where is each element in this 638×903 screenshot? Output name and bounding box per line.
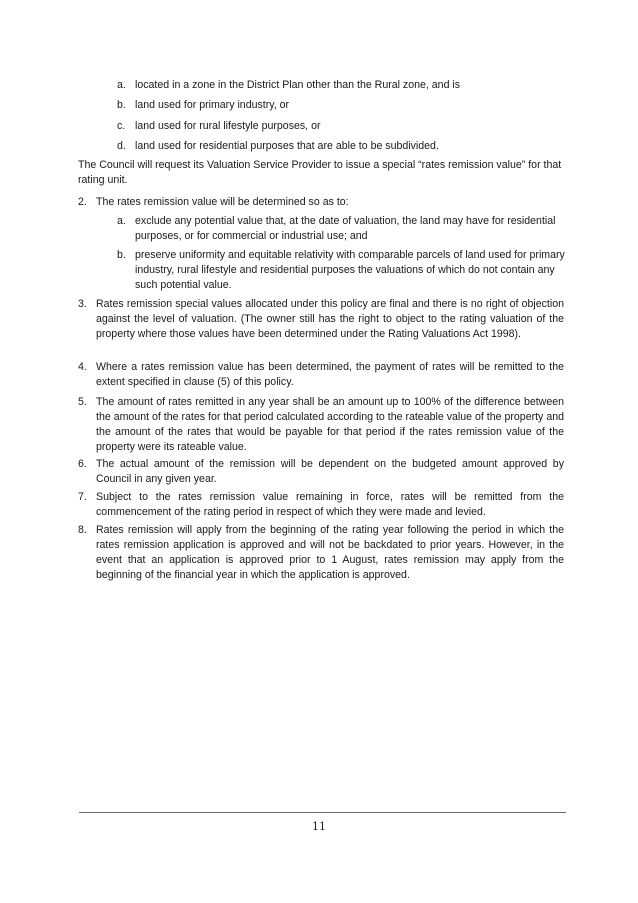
list-item-text: located in a zone in the District Plan other than the Rural zone, and is — [135, 79, 461, 91]
list-item-text: preserve uniformity and equitable relativity with comparable parcels of land used for primary industry, rural lifestyle and residential purposes the valuations of which do not contain any such potential value. — [135, 249, 565, 291]
clause-text: Subject to the rates remission value remaining in force, rates will be remitted from the commencement of the rating period in respect of which they were made and levied. — [96, 491, 564, 518]
list-item-text: land used for rural lifestyle purposes, or — [135, 120, 321, 132]
clause-number: 3. — [78, 298, 87, 310]
page-number: 11 — [312, 820, 326, 833]
list-marker: c. — [117, 120, 126, 132]
list-item-text: land used for primary industry, or — [135, 99, 290, 111]
clause-text: The actual amount of the remission will be dependent on the budgeted amount approved by Council in any given year. — [96, 458, 564, 485]
list-item-text: land used for residential purposes that are able to be subdivided. — [135, 140, 439, 152]
clause-number: 8. — [78, 524, 87, 536]
list-marker: a. — [117, 215, 126, 227]
clause-text: The amount of rates remitted in any year shall be an amount up to 100% of the difference between the amount of the rates for that period calculated according to the rateable value of the property and the amount of the rates that would be payable for that period if the rates remission value of the property were its rateable value. — [96, 396, 564, 453]
clause-text: The rates remission value will be determined so as to: — [96, 196, 349, 208]
clause-number: 6. — [78, 458, 87, 470]
list-marker: d. — [117, 140, 126, 152]
clause-number: 7. — [78, 491, 87, 503]
list-item-text: exclude any potential value that, at the date of valuation, the land may have for residential purposes, or for commercial or industrial use; and — [135, 215, 556, 242]
list-marker: b. — [117, 249, 126, 261]
clause-number: 5. — [78, 396, 87, 408]
footer-divider — [79, 812, 566, 813]
list-marker: a. — [117, 79, 126, 91]
clause-text: Where a rates remission value has been determined, the payment of rates will be remitted to the extent specified in clause (5) of this policy. — [96, 361, 564, 388]
clause-number: 2. — [78, 196, 87, 208]
clause-text: Rates remission will apply from the beginning of the rating year following the period in which the rates remission application is approved and will not be backdated to prior years. However, in the event that an application is approved prior to 1 August, rates remission may apply from the beginning of the financial year in which the application is approved. — [96, 524, 564, 581]
list-marker: b. — [117, 99, 126, 111]
body-paragraph: The Council will request its Valuation Service Provider to issue a special “rates remission value” for that rating unit. — [78, 159, 562, 186]
clause-text: Rates remission special values allocated under this policy are final and there is no right of objection against the level of valuation. (The owner still has the right to object to the rating valuation of the property where those values have been determined under the Rating Valuations Act 1998). — [96, 298, 564, 340]
clause-number: 4. — [78, 361, 87, 373]
